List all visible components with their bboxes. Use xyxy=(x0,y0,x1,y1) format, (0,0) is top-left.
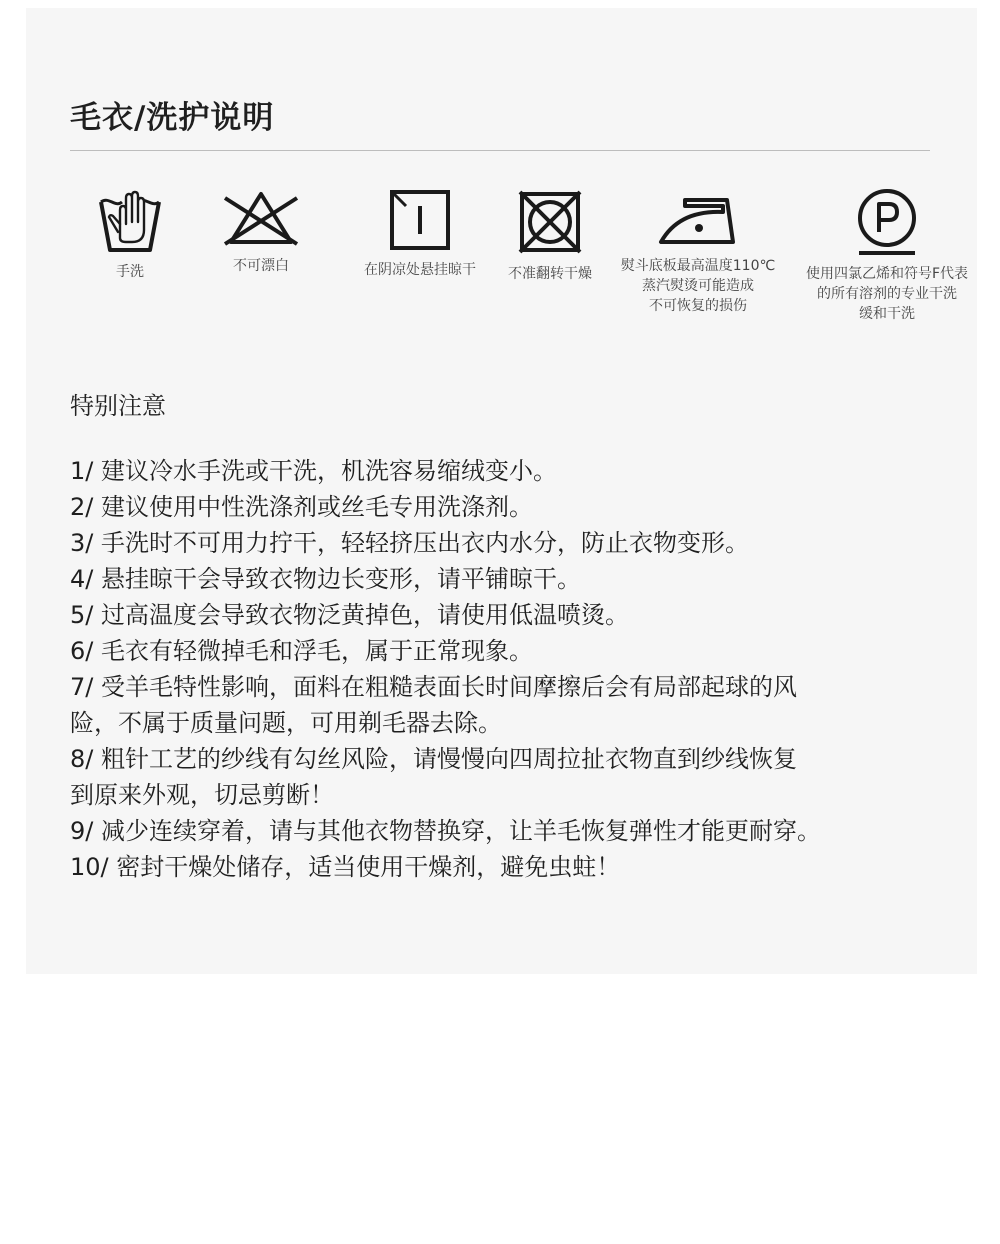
notice-item: 6/ 毛衣有轻微掉毛和浮毛，属于正常现象。 xyxy=(70,637,533,665)
care-symbol-no-bleach xyxy=(216,188,306,276)
care-instructions-card xyxy=(26,8,977,974)
title-divider xyxy=(70,150,930,151)
care-caption: 手洗 xyxy=(116,264,144,280)
dry-clean-p-icon xyxy=(855,188,919,256)
care-symbols-row xyxy=(70,188,969,338)
no-tumble-dry-icon xyxy=(516,188,584,256)
notice-list xyxy=(70,453,930,885)
care-caption: 使用四氯乙烯和符号F代表 的所有溶剂的专业干洗 缓和干洗 xyxy=(805,266,969,322)
care-symbol-iron-110 xyxy=(612,188,784,316)
notice-item: 5/ 过高温度会导致衣物泛黄掉色，请使用低温喷烫。 xyxy=(70,601,629,629)
care-symbol-line-dry-shade xyxy=(350,188,490,280)
notice-item: 8/ 粗针工艺的纱线有勾丝风险，请慢慢向四周拉扯衣物直到纱线恢复 xyxy=(70,745,797,773)
care-caption: 熨斗底板最高温度110℃ 蒸汽熨烫可能造成 不可恢复的损伤 xyxy=(620,258,776,314)
hand-wash-icon xyxy=(98,188,162,254)
no-bleach-icon xyxy=(221,188,301,248)
notice-item: 9/ 减少连续穿着，请与其他衣物替换穿，让羊毛恢复弹性才能更耐穿。 xyxy=(70,817,821,845)
notice-heading: 特别注意 xyxy=(70,392,166,420)
care-symbol-no-tumble-dry xyxy=(500,188,600,284)
notice-item: 10/ 密封干燥处储存，适当使用干燥剂，避免虫蛀！ xyxy=(70,853,621,881)
care-caption: 不可漂白 xyxy=(233,258,289,274)
notice-item: 3/ 手洗时不可用力拧干，轻轻挤压出衣内水分，防止衣物变形。 xyxy=(70,529,749,557)
page-title: 毛衣/洗护说明 xyxy=(70,100,275,136)
notice-item: 4/ 悬挂晾干会导致衣物边长变形，请平铺晾干。 xyxy=(70,565,581,593)
care-caption: 不准翻转干燥 xyxy=(508,266,592,282)
notice-item: 7/ 受羊毛特性影响，面料在粗糙表面长时间摩擦后会有局部起球的风 xyxy=(70,673,797,701)
notice-item: 到原来外观，切忌剪断！ xyxy=(70,781,334,809)
line-dry-shade-icon xyxy=(388,188,452,252)
iron-110-icon xyxy=(657,188,739,248)
care-caption: 在阴凉处悬挂晾干 xyxy=(364,262,476,278)
care-symbol-hand-wash xyxy=(90,188,170,282)
notice-item: 2/ 建议使用中性洗涤剂或丝毛专用洗涤剂。 xyxy=(70,493,533,521)
care-symbol-dry-clean xyxy=(794,188,980,324)
notice-item: 1/ 建议冷水手洗或干洗，机洗容易缩绒变小。 xyxy=(70,457,557,485)
notice-item: 险，不属于质量问题，可用剃毛器去除。 xyxy=(70,709,502,737)
